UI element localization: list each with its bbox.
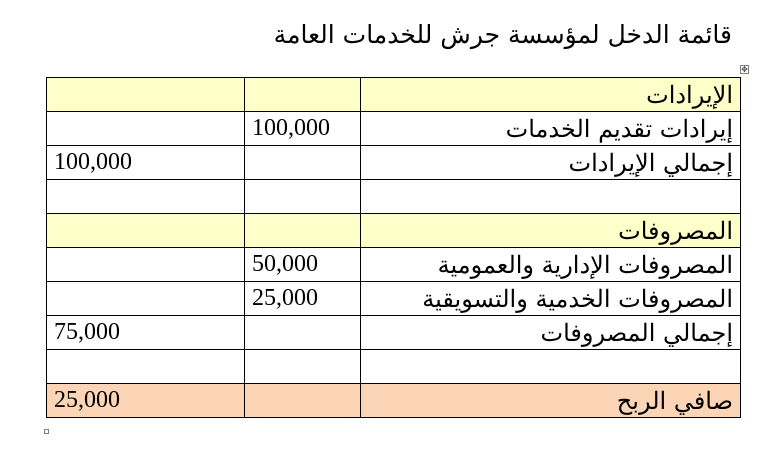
- row-label[interactable]: إجمالي الإيرادات: [361, 146, 741, 180]
- detail-amount[interactable]: [245, 214, 361, 248]
- row-label[interactable]: صافي الربح: [361, 384, 741, 418]
- detail-amount[interactable]: 100,000: [245, 112, 361, 146]
- detail-amount[interactable]: 50,000: [245, 248, 361, 282]
- total-amount[interactable]: [47, 78, 245, 112]
- total-amount[interactable]: [47, 350, 245, 384]
- detail-amount[interactable]: [245, 78, 361, 112]
- table-row-blank: [47, 180, 741, 214]
- row-label[interactable]: المصروفات الإدارية والعمومية: [361, 248, 741, 282]
- row-label[interactable]: الإيرادات: [361, 78, 741, 112]
- table-row-revenues-header: [47, 78, 741, 112]
- table-row-expenses-header: [47, 214, 741, 248]
- detail-amount[interactable]: [245, 350, 361, 384]
- row-label[interactable]: المصروفات الخدمية والتسويقية: [361, 282, 741, 316]
- detail-amount[interactable]: [245, 180, 361, 214]
- table-resize-handle[interactable]: [44, 429, 49, 434]
- detail-amount[interactable]: [245, 384, 361, 418]
- row-label[interactable]: [361, 180, 741, 214]
- table-row-service-marketing-expenses: [47, 282, 741, 316]
- row-label[interactable]: [361, 350, 741, 384]
- document-title: قائمة الدخل لمؤسسة جرش للخدمات العامة: [273, 20, 732, 49]
- table-move-handle-icon[interactable]: ✥: [741, 65, 748, 74]
- table-row-net-profit: [47, 384, 741, 418]
- total-amount[interactable]: 75,000: [47, 316, 245, 350]
- detail-amount[interactable]: [245, 146, 361, 180]
- total-amount[interactable]: [47, 214, 245, 248]
- total-amount[interactable]: [47, 180, 245, 214]
- row-label[interactable]: إجمالي المصروفات: [361, 316, 741, 350]
- row-label[interactable]: المصروفات: [361, 214, 741, 248]
- row-label[interactable]: إيرادات تقديم الخدمات: [361, 112, 741, 146]
- income-statement-table: [46, 77, 741, 418]
- total-amount[interactable]: [47, 248, 245, 282]
- table-row-admin-expenses: [47, 248, 741, 282]
- detail-amount[interactable]: 25,000: [245, 282, 361, 316]
- table-row-total-expenses: [47, 316, 741, 350]
- table-row-blank: [47, 350, 741, 384]
- table-row-service-revenue: [47, 112, 741, 146]
- total-amount[interactable]: [47, 282, 245, 316]
- total-amount[interactable]: 25,000: [47, 384, 245, 418]
- total-amount[interactable]: [47, 112, 245, 146]
- detail-amount[interactable]: [245, 316, 361, 350]
- total-amount[interactable]: 100,000: [47, 146, 245, 180]
- table-row-total-revenues: [47, 146, 741, 180]
